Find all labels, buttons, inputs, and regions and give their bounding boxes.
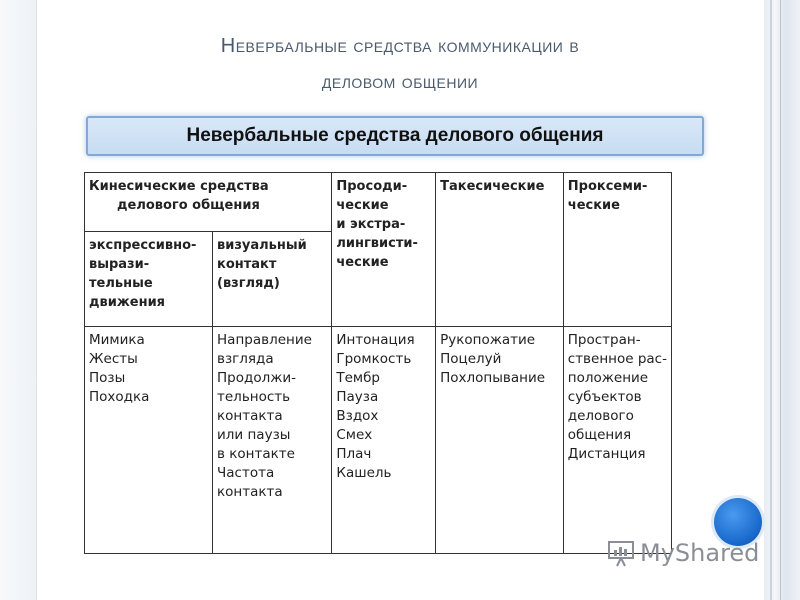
list-item: Громкость (336, 351, 412, 367)
proxemic-header-cell (563, 173, 671, 327)
header-line: ческие (336, 255, 389, 270)
kinesic-header-line: делового общения (117, 198, 260, 213)
header-line: (взгляд) (217, 276, 280, 291)
header-line: Проксеми- (567, 179, 648, 194)
visual-header-cell (213, 232, 332, 327)
header-line: ческие (567, 198, 620, 213)
nonverbal-means-table (84, 172, 672, 554)
list-item: Смех (336, 427, 373, 443)
list-item: положение (567, 370, 649, 386)
list-item: Дистанция (567, 446, 646, 462)
takes-header-cell (436, 173, 564, 327)
list-item: контакта (217, 484, 283, 500)
list-item: или паузы (217, 427, 291, 443)
list-item: тельность (217, 389, 291, 405)
list-item: ственное рас- (567, 351, 667, 367)
header-line: тельные (89, 276, 153, 291)
kinesic-header-cell (85, 173, 332, 232)
list-item: общения (567, 427, 632, 443)
header-line: движения (89, 295, 166, 310)
list-item: Интонация (336, 332, 415, 348)
watermark-logo (606, 538, 759, 568)
list-item: Тембр (336, 370, 381, 386)
list-item: Вздох (336, 408, 379, 424)
header-line: контакт (217, 257, 277, 272)
visual-items-cell (213, 327, 332, 554)
header-line: ческие (336, 198, 389, 213)
list-item: Поцелуй (440, 351, 502, 367)
header-line: Просоди- (336, 179, 408, 194)
section-banner: Невербальные средства делового общения (86, 116, 704, 156)
list-item: делового (567, 408, 634, 424)
watermark-text: MyShared (640, 539, 760, 567)
list-item: Простран- (567, 332, 641, 348)
expressive-items-cell (85, 327, 213, 554)
expressive-header-cell (85, 232, 213, 327)
list-item: Кашель (336, 465, 392, 481)
title-line-1: Невербальные средства коммуникации в (220, 35, 580, 57)
kinesic-header-line: Кинесические средства (89, 179, 269, 194)
list-item: в контакте (217, 446, 295, 462)
header-line: экспрессивно- (89, 238, 197, 253)
list-item: Мимика (89, 332, 145, 348)
proxemic-items-cell (563, 327, 671, 554)
slide-title (80, 28, 720, 100)
list-item: Походка (89, 389, 150, 405)
header-line: лингвисти- (336, 236, 418, 251)
header-line: и экстра- (336, 217, 406, 232)
header-line: визуальный (217, 238, 307, 253)
list-item: Рукопожатие (440, 332, 536, 348)
right-decor-strip (764, 0, 800, 600)
list-item: Направление (217, 332, 312, 348)
list-item: Жесты (89, 351, 138, 367)
prosodic-header-cell (332, 173, 436, 327)
header-line: вырази- (89, 257, 150, 272)
header-line: Такесические (440, 179, 545, 194)
list-item: Похлопывание (440, 370, 546, 386)
prosodic-items-cell (332, 327, 436, 554)
list-item: взгляда (217, 351, 274, 367)
list-item: Продолжи- (217, 370, 297, 386)
list-item: Пауза (336, 389, 379, 405)
list-item: контакта (217, 408, 283, 424)
title-line-2: деловом общении (321, 71, 479, 93)
left-margin (0, 0, 36, 600)
list-item: Позы (89, 370, 126, 386)
list-item: субъектов (567, 389, 642, 405)
takes-items-cell (436, 327, 564, 554)
list-item: Плач (336, 446, 372, 462)
list-item: Частота (217, 465, 275, 481)
presentation-icon (606, 538, 636, 568)
